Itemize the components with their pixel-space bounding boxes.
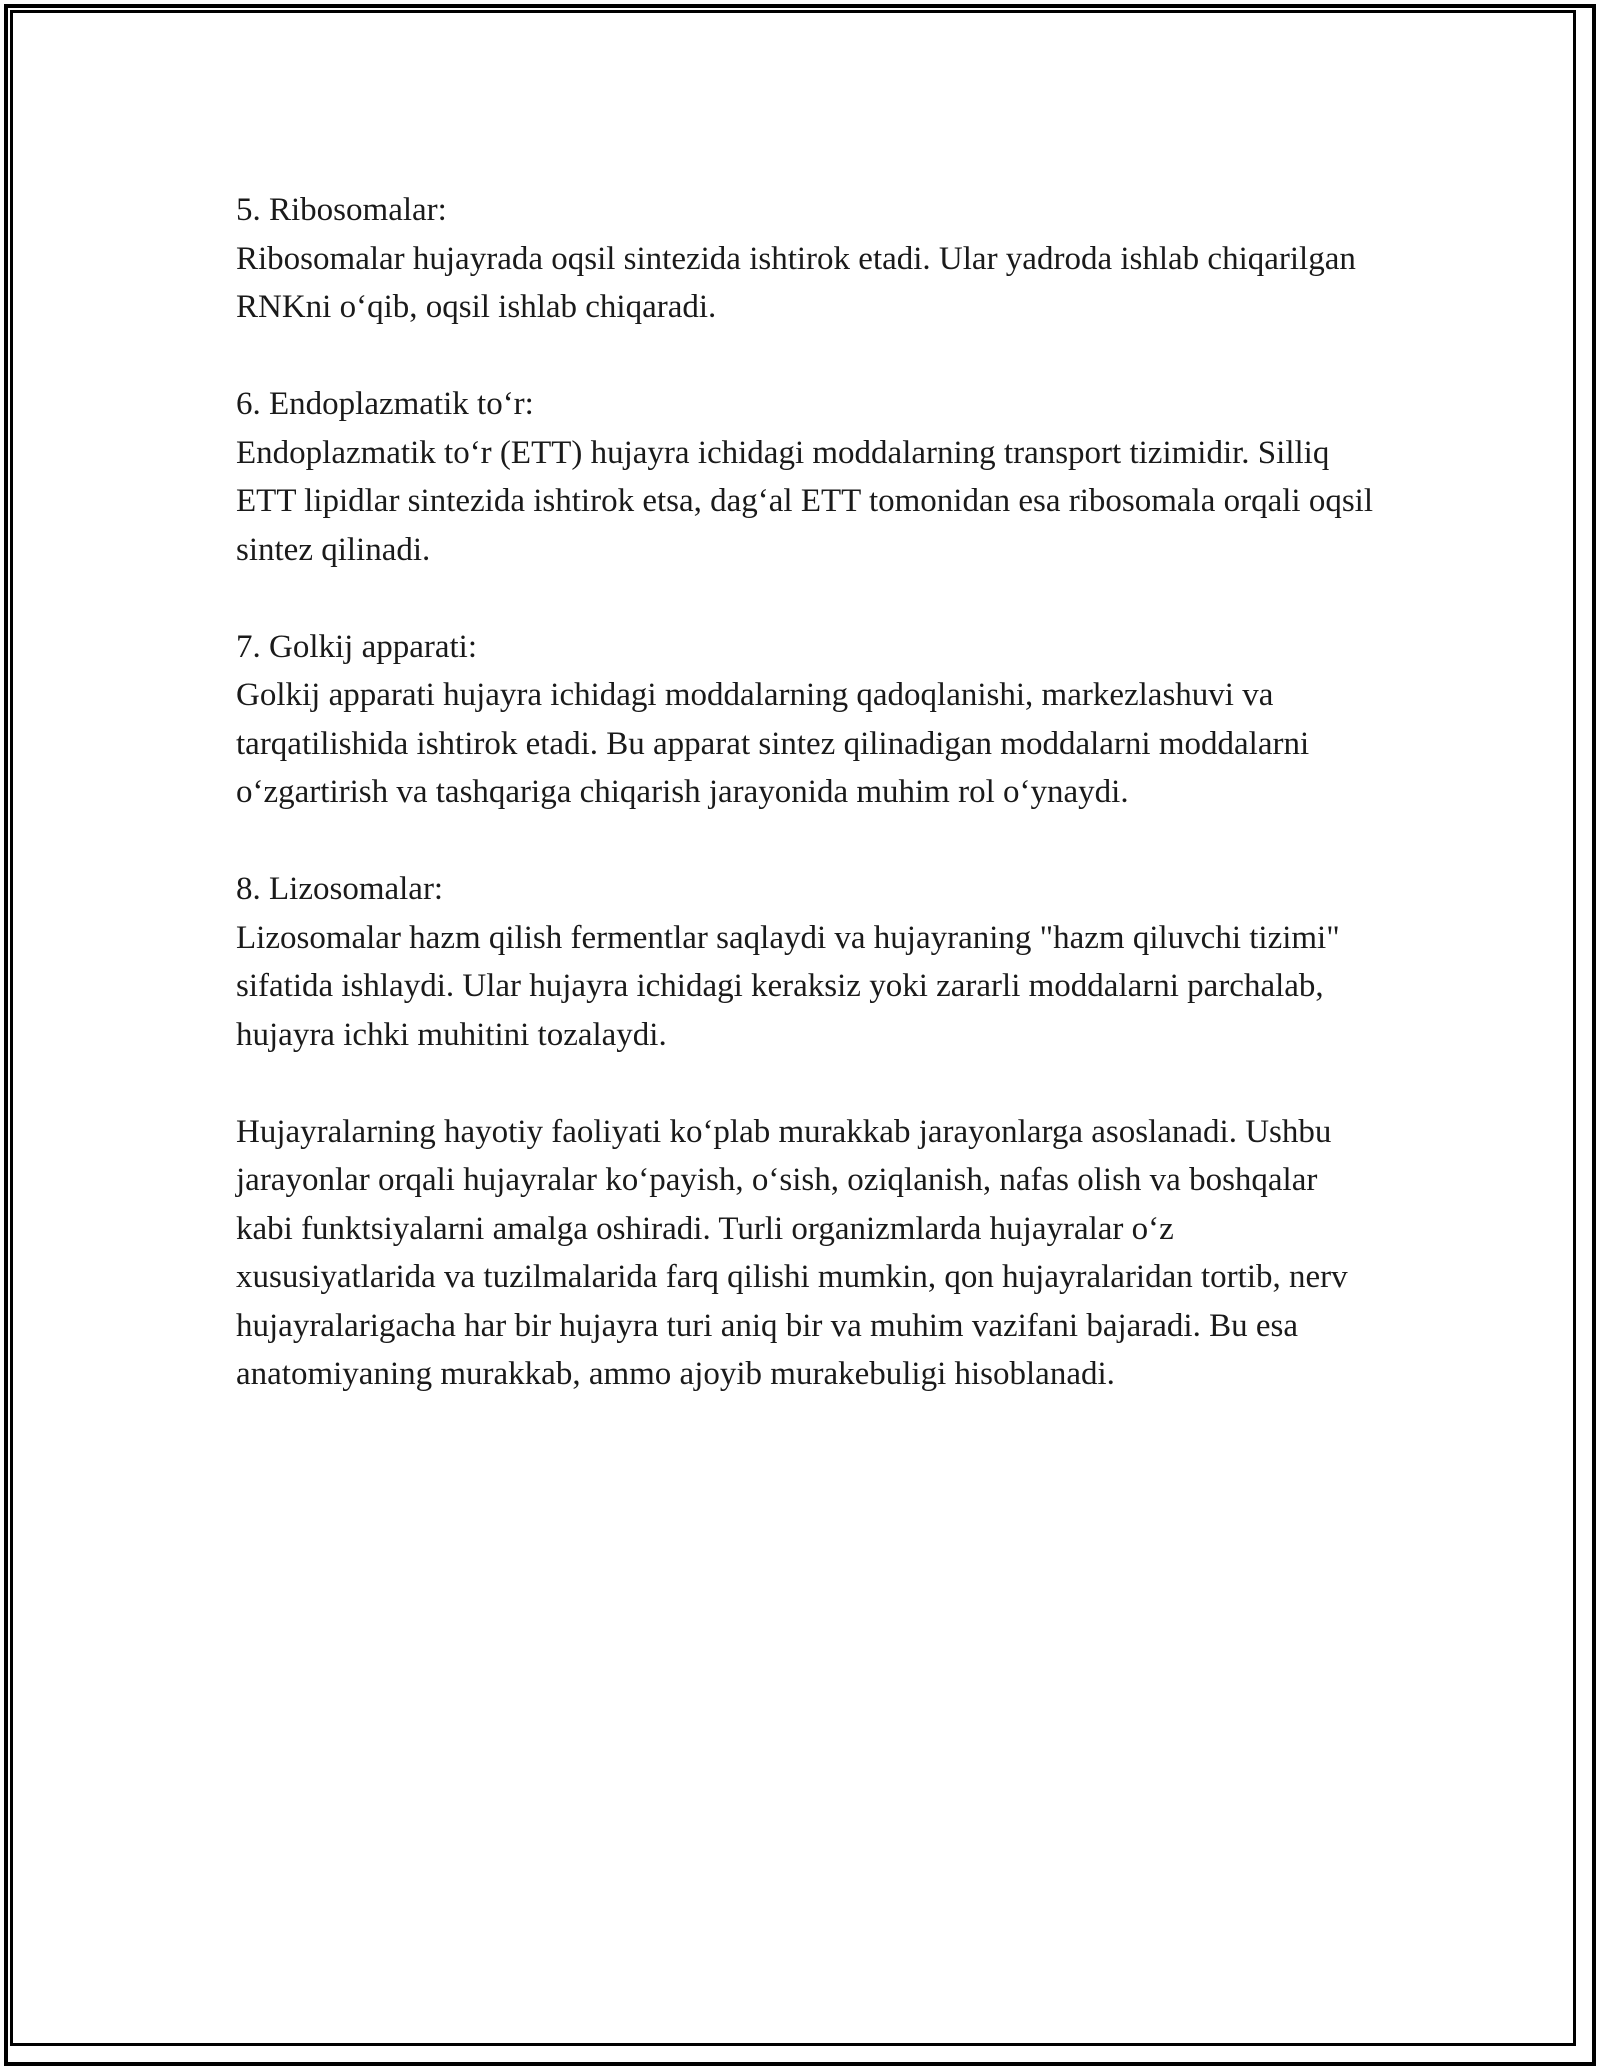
section-golkij-apparati [236,623,1376,817]
section-heading: 5. Ribosomalar: [236,192,447,228]
conclusion-block [236,1108,1376,1399]
section-paragraph: Golkij apparati hujayra ichidagi moddalarning qadoqlanishi, markezlashuvi va tarqatilishida ishtirok etadi. Bu apparat sintez qilinadigan moddalarni moddalarni o‘zgartirish va tashqariga chiqarish jarayonida muhim rol o‘ynaydi. [236,677,1310,810]
section-heading: 8. Lizosomalar: [236,871,444,907]
section-paragraph: Endoplazmatik to‘r (ETT) hujayra ichidagi moddalarning transport tizimidir. Silliq ETT lipidlar sintezida ishtirok etsa, dag‘al ETT tomonidan esa ribosomala orqali oqsil sintez qilinadi. [236,434,1374,568]
section-paragraph: Lizosomalar hazm qilish fermentlar saqlaydi va hujayraning "hazm qiluvchi tizimi" sifatida ishlaydi. Ular hujayra ichidagi keraksiz yoki zararli moddalarni parchalab, hujayra ichki muhitini tozalaydi. [236,919,1340,1053]
section-ribosomalar [236,186,1376,332]
section-lizosomalar [236,865,1376,1059]
section-endoplazmatik-tor [236,380,1376,574]
section-paragraph: Ribosomalar hujayrada oqsil sintezida ishtirok etadi. Ular yadroda ishlab chiqarilgan RNKni o‘qib, oqsil ishlab chiqaradi. [236,240,1356,325]
conclusion-paragraph: Hujayralarning hayotiy faoliyati ko‘plab murakkab jarayonlarga asoslanadi. Ushbu jarayonlar orqali hujayralar ko‘payish, o‘sish, oziqlanish, nafas olish va boshqalar kabi funktsiyalarni amalga oshiradi. Turli organizmlarda hujayralar o‘z xususiyatlarida va tuzilmalarida farq qilishi mumkin, qon hujayralaridan tortib, nerv hujayralarigacha har bir hujayra turi aniq bir va muhim vazifani bajaradi. Bu esa anatomiyaning murakkab, ammo ajoyib murakebuligi hisoblanadi. [236,1113,1348,1392]
document-body [236,186,1376,1447]
section-heading: 6. Endoplazmatik to‘r: [236,386,534,422]
section-heading: 7. Golkij apparati: [236,628,478,665]
